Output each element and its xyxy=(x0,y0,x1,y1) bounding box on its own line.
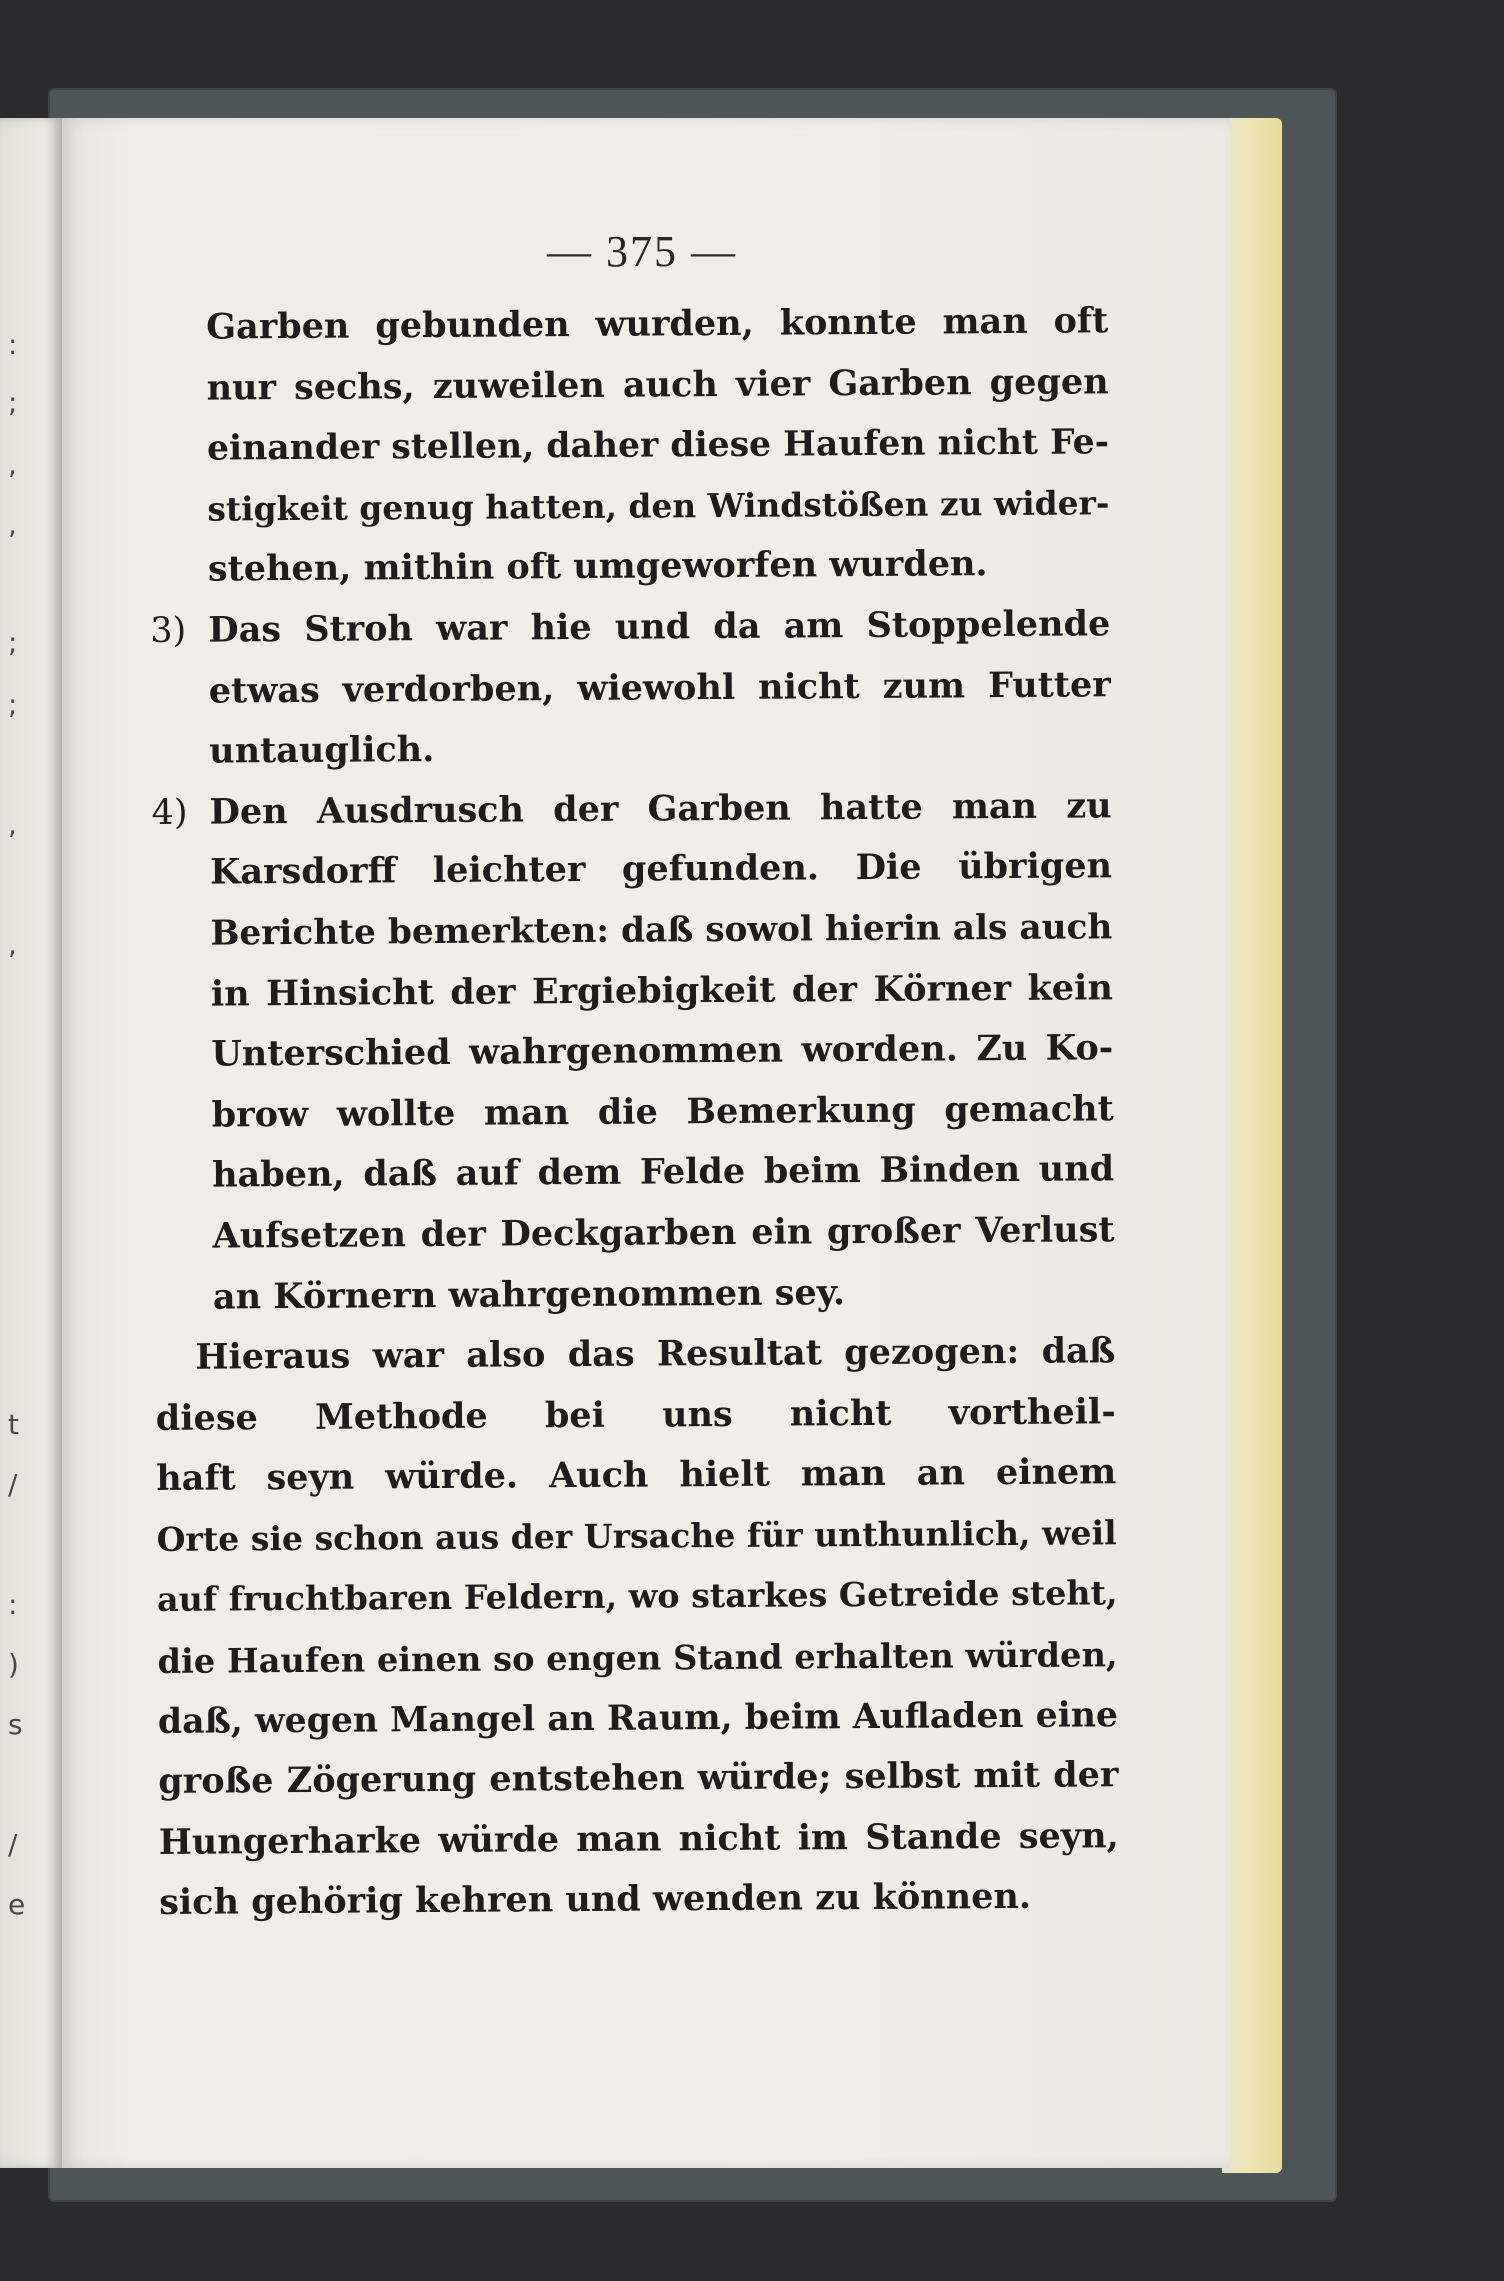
text-line: Unterschied wahrgenommen worden. Zu Ko- xyxy=(211,1027,1114,1075)
margin-mark: / xyxy=(8,1828,18,1861)
text-line: sich gehörig kehren und wenden zu können. xyxy=(159,1876,1032,1924)
text-line: etwas verdorben, wiewohl nicht zum Futter xyxy=(208,663,1111,712)
page-number: — 375 — xyxy=(547,227,737,276)
margin-mark: , xyxy=(8,808,17,841)
text-line: haben, daß auf dem Felde beim Binden und xyxy=(211,1148,1115,1196)
text-line: stehen, mithin oft umgeworfen wurden. xyxy=(207,543,988,590)
margin-mark: ; xyxy=(8,688,18,721)
text-line: Das Stroh war hie und da am Stoppelende xyxy=(208,603,1111,651)
text-line: diese Methode bei uns nicht vortheil- xyxy=(155,1390,1116,1439)
margin-mark: / xyxy=(8,1468,18,1501)
text-line: Orte sie schon aus der Ursache für unthunlich, weil xyxy=(156,1513,1117,1559)
margin-mark: , xyxy=(8,508,17,541)
text-line: große Zögerung entstehen würde; selbst mit der xyxy=(158,1754,1119,1803)
margin-mark: s xyxy=(8,1708,23,1741)
page-block-edge xyxy=(1222,118,1282,2173)
text-line: auf fruchtbaren Feldern, wo starkes Getreide steht, xyxy=(156,1573,1118,1620)
margin-mark: , xyxy=(8,448,17,481)
text-line: Berichte bemerkten: daß sowol hierin als auch xyxy=(210,907,1113,954)
page-body xyxy=(148,291,1119,1934)
text-line: daß, wegen Mangel an Raum, beim Aufladen eine xyxy=(157,1694,1119,1742)
margin-mark: : xyxy=(8,1588,18,1621)
text-line: an Körnern wahrgenommen sey. xyxy=(212,1271,846,1318)
text-line: nur sechs, zuweilen auch vier Garben gegen xyxy=(206,360,1109,409)
text-line: untauglich. xyxy=(209,729,435,772)
text-line: Den Ausdrusch der Garben hatte man zu xyxy=(209,785,1112,833)
text-line: Aufsetzen der Deckgarben ein großer Verlust xyxy=(212,1209,1115,1257)
book-page xyxy=(62,118,1230,2168)
margin-mark: ) xyxy=(8,1648,19,1681)
margin-mark: e xyxy=(8,1888,26,1921)
text-line: brow wollte man die Bemerkung gemacht xyxy=(211,1087,1114,1136)
text-line: die Haufen einen so engen Stand erhalten würden, xyxy=(157,1634,1118,1682)
text-line: Karsdorff leichter gefunden. Die übrigen xyxy=(209,845,1113,893)
list-item-3 xyxy=(150,594,1110,661)
text-line: Hieraus war also das Resultat gezogen: daß xyxy=(195,1330,1116,1378)
text-line: Garben gebunden wurden, konnte man oft xyxy=(206,300,1109,348)
text-line: haft seyn würde. Auch hielt man an einem xyxy=(156,1451,1117,1500)
text-line: in Hinsicht der Ergiebigkeit der Körner kein xyxy=(210,966,1113,1015)
text-line: stigkeit genug hatten, den Windstößen zu wider- xyxy=(207,483,1110,529)
margin-mark: t xyxy=(8,1408,19,1441)
text-line: Hungerharke würde man nicht im Stande seyn, xyxy=(158,1815,1119,1863)
item-number: 4) xyxy=(151,792,188,833)
item-number: 3) xyxy=(150,610,187,651)
margin-mark: ; xyxy=(8,626,18,659)
margin-mark: ; xyxy=(8,386,18,419)
margin-mark: : xyxy=(8,328,18,361)
margin-mark: , xyxy=(8,928,17,961)
text-line: einander stellen, daher diese Haufen nicht Fe- xyxy=(206,422,1110,469)
list-item-4 xyxy=(151,776,1111,843)
previous-page-edge xyxy=(0,118,62,2168)
